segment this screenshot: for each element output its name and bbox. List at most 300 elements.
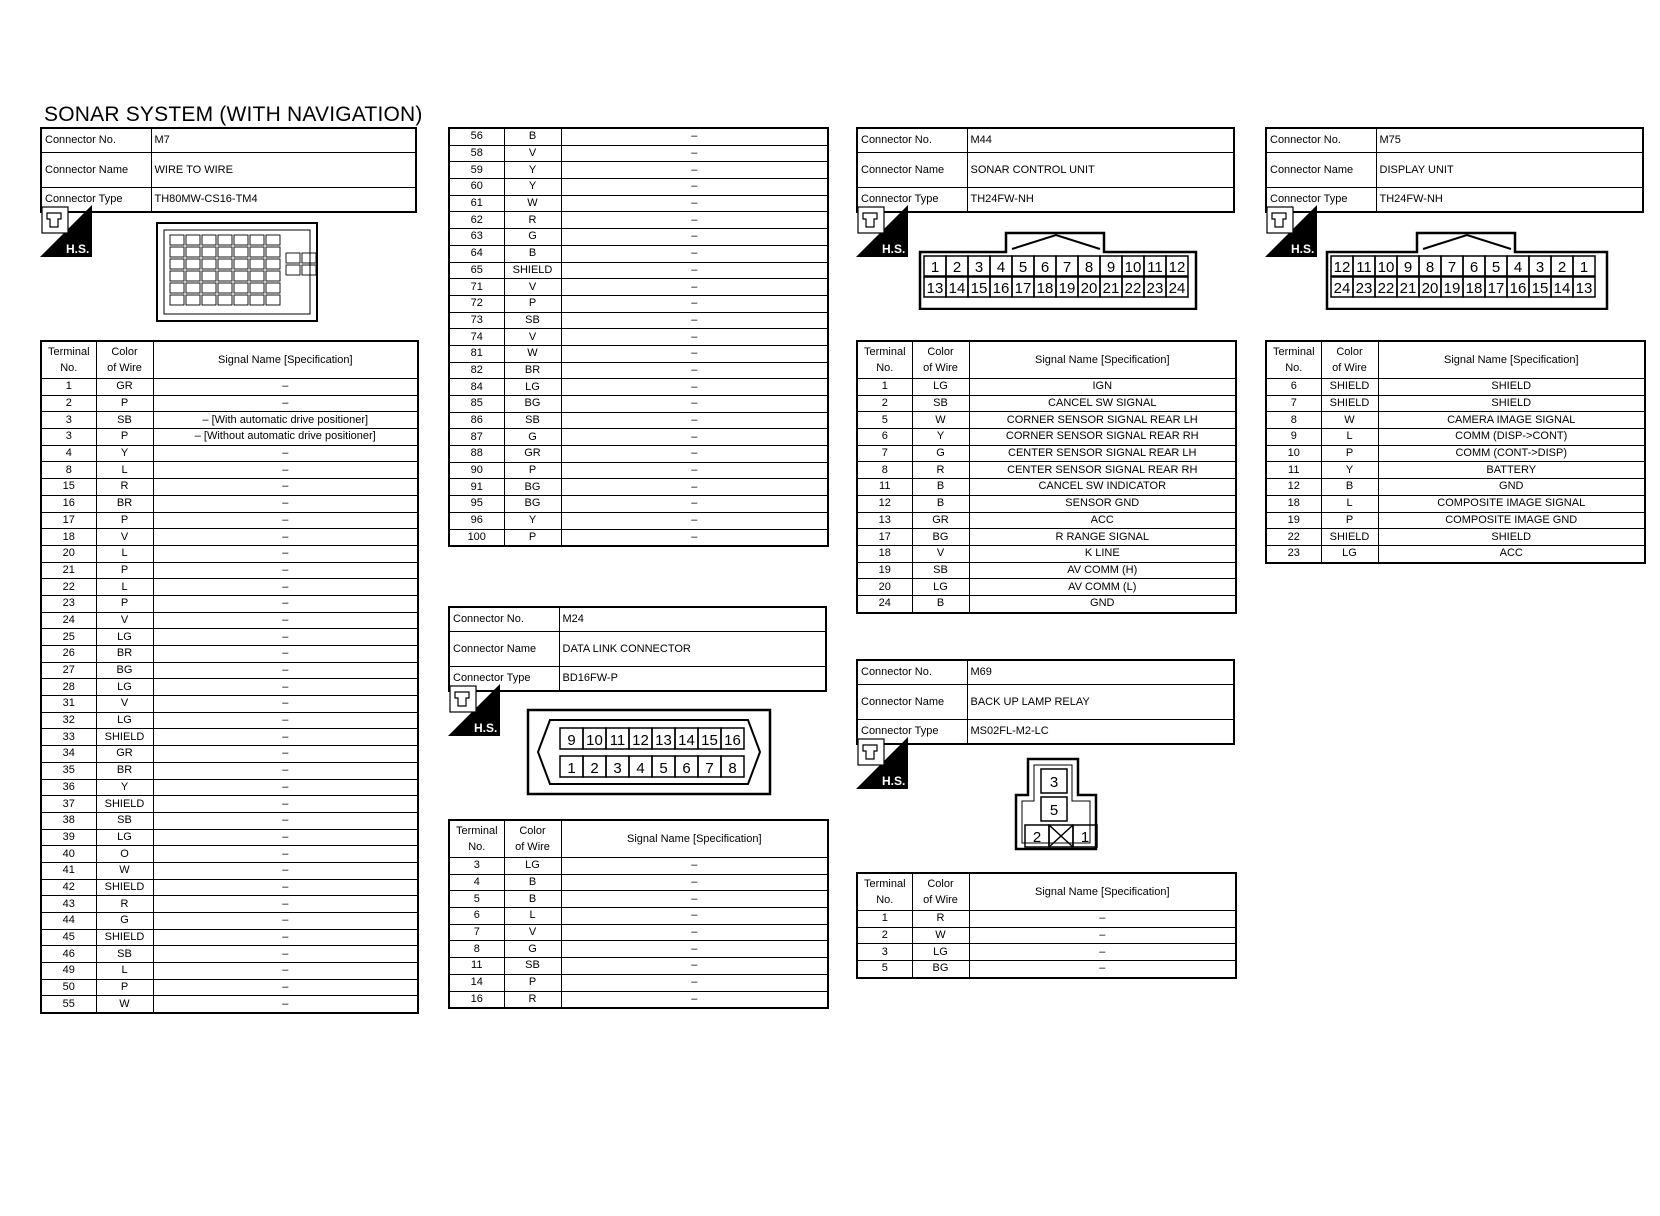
m75-pin-label: 20 bbox=[1421, 280, 1439, 297]
table-row bbox=[857, 927, 1236, 944]
wire-color: BG bbox=[96, 662, 153, 679]
m24-pin-label: 6 bbox=[682, 760, 691, 777]
connector-type-label: Connector Type bbox=[449, 667, 559, 692]
m24-pin-label: 12 bbox=[632, 732, 649, 749]
m75-pin-label: 16 bbox=[1509, 280, 1527, 297]
signal-name: – bbox=[153, 746, 418, 763]
terminal-no: 20 bbox=[41, 545, 96, 562]
m7-connector-type-value: TH80MW-CS16-TM4 bbox=[151, 188, 416, 213]
signal-name: – bbox=[561, 991, 828, 1008]
connector-type-label: Connector Type bbox=[857, 188, 967, 213]
terminal-no: 2 bbox=[857, 395, 912, 412]
m75-pin-label: 19 bbox=[1443, 280, 1461, 297]
terminal-no: 11 bbox=[857, 479, 912, 496]
m75-pin-label: 6 bbox=[1469, 259, 1479, 276]
m75-connector-no-value: M75 bbox=[1376, 128, 1643, 153]
wire-color: W bbox=[504, 195, 561, 212]
wire-color: SHIELD bbox=[96, 796, 153, 813]
table-row bbox=[1266, 479, 1645, 496]
wire-color: V bbox=[96, 529, 153, 546]
table-row bbox=[449, 362, 828, 379]
m7-table bbox=[40, 340, 417, 1014]
table-row bbox=[857, 379, 1236, 396]
terminal-no: 84 bbox=[449, 379, 504, 396]
m75-pin-label: 4 bbox=[1513, 259, 1523, 276]
connector-name-label: Connector Name bbox=[857, 153, 967, 188]
table-row bbox=[857, 395, 1236, 412]
m44-pin-label: 5 bbox=[1018, 259, 1028, 276]
table-row bbox=[41, 379, 418, 396]
table-row bbox=[449, 974, 828, 991]
wire-color: SHIELD bbox=[96, 879, 153, 896]
m75-pin-label: 21 bbox=[1399, 280, 1417, 297]
table-row bbox=[857, 961, 1236, 978]
wire-color: BG bbox=[504, 496, 561, 513]
signal-name: – bbox=[561, 396, 828, 413]
terminal-no: 8 bbox=[1266, 412, 1321, 429]
m75-table bbox=[1265, 340, 1644, 564]
wire-color: BG bbox=[912, 961, 969, 978]
terminal-no: 27 bbox=[41, 662, 96, 679]
wire-color: SB bbox=[912, 395, 969, 412]
table-row bbox=[41, 679, 418, 696]
wire-color: B bbox=[912, 495, 969, 512]
page-title: SONAR SYSTEM (WITH NAVIGATION) bbox=[44, 103, 423, 126]
table-row bbox=[41, 512, 418, 529]
terminal-no: 49 bbox=[41, 963, 96, 980]
signal-name: – bbox=[561, 362, 828, 379]
wire-color: SB bbox=[504, 412, 561, 429]
signal-name: – bbox=[969, 927, 1236, 944]
wire-color: LG bbox=[1321, 545, 1378, 562]
m75-pin-label: 12 bbox=[1333, 259, 1351, 276]
terminal-no: 82 bbox=[449, 362, 504, 379]
signal-name: – bbox=[561, 446, 828, 463]
table-row bbox=[41, 612, 418, 629]
connector-no-label: Connector No. bbox=[41, 128, 151, 153]
signal-name: – bbox=[153, 495, 418, 512]
m44-pin-label: 8 bbox=[1084, 259, 1094, 276]
table-row bbox=[857, 595, 1236, 612]
signal-name: – bbox=[153, 562, 418, 579]
m7-connector-face-diagram bbox=[40, 205, 420, 325]
signal-name: – bbox=[561, 345, 828, 362]
m24-pin-label: 10 bbox=[586, 732, 603, 749]
m24-pin-label: 4 bbox=[636, 760, 645, 777]
table-row bbox=[449, 496, 828, 513]
table-row bbox=[857, 545, 1236, 562]
signal-name: CANCEL SW INDICATOR bbox=[969, 479, 1236, 496]
signal-name: – bbox=[153, 679, 418, 696]
terminal-no: 5 bbox=[857, 412, 912, 429]
terminal-no: 64 bbox=[449, 245, 504, 262]
wire-color: L bbox=[96, 462, 153, 479]
signal-name: SENSOR GND bbox=[969, 495, 1236, 512]
m44-pin-label: 20 bbox=[1080, 280, 1098, 297]
wire-color: G bbox=[912, 445, 969, 462]
terminal-no: 58 bbox=[449, 145, 504, 162]
terminal-no: 3 bbox=[41, 412, 96, 429]
signal-name: – bbox=[153, 712, 418, 729]
terminal-no: 14 bbox=[449, 974, 504, 991]
hs-icon-m75 bbox=[1265, 205, 1317, 257]
terminal-no: 9 bbox=[1266, 429, 1321, 446]
terminal-no: 26 bbox=[41, 646, 96, 663]
m24-pin-label: 11 bbox=[609, 732, 626, 749]
m44-pin-label: 2 bbox=[952, 259, 962, 276]
wire-color: Y bbox=[912, 429, 969, 446]
wire-color: P bbox=[504, 529, 561, 546]
m75-pin-label: 10 bbox=[1377, 259, 1395, 276]
wire-color: W bbox=[96, 996, 153, 1013]
wire-color: P bbox=[96, 979, 153, 996]
terminal-no: 74 bbox=[449, 329, 504, 346]
terminal-no: 23 bbox=[1266, 545, 1321, 562]
signal-name: CANCEL SW SIGNAL bbox=[969, 395, 1236, 412]
signal-name: COMM (CONT->DISP) bbox=[1378, 445, 1645, 462]
m24-pin-label: 15 bbox=[701, 732, 718, 749]
table-row bbox=[449, 128, 828, 145]
table-row bbox=[857, 911, 1236, 928]
terminal-no: 16 bbox=[449, 991, 504, 1008]
m75-pin-label: 15 bbox=[1531, 280, 1549, 297]
connector-no-label: Connector No. bbox=[449, 607, 559, 632]
m69-pin-2: 2 bbox=[1032, 829, 1042, 846]
m24-pin-label: 9 bbox=[567, 732, 576, 749]
m24-info bbox=[448, 606, 827, 692]
table-row bbox=[857, 479, 1236, 496]
wire-color: B bbox=[504, 245, 561, 262]
signal-name: IGN bbox=[969, 379, 1236, 396]
terminal-no: 50 bbox=[41, 979, 96, 996]
terminal-no: 2 bbox=[857, 927, 912, 944]
wire-color: V bbox=[504, 329, 561, 346]
signal-name: – bbox=[153, 629, 418, 646]
signal-name: – bbox=[561, 958, 828, 975]
terminal-no: 90 bbox=[449, 462, 504, 479]
signal-name: – bbox=[153, 896, 418, 913]
signal-name: – bbox=[969, 911, 1236, 928]
m69-connector-face-diagram bbox=[856, 737, 1235, 852]
table-row bbox=[449, 479, 828, 496]
wire-color: L bbox=[96, 545, 153, 562]
m44-connector-name-value: SONAR CONTROL UNIT bbox=[967, 153, 1234, 188]
table-row bbox=[449, 874, 828, 891]
m24-pin-label: 2 bbox=[590, 760, 599, 777]
table-row bbox=[449, 396, 828, 413]
signal-name: – bbox=[153, 796, 418, 813]
terminal-no: 7 bbox=[1266, 395, 1321, 412]
wire-color: L bbox=[96, 963, 153, 980]
table-row bbox=[1266, 395, 1645, 412]
wire-color: W bbox=[912, 927, 969, 944]
color-of-wire-header: Color of Wire bbox=[912, 341, 969, 379]
signal-name: COMPOSITE IMAGE GND bbox=[1378, 512, 1645, 529]
terminal-no: 45 bbox=[41, 929, 96, 946]
terminal-no: 5 bbox=[857, 961, 912, 978]
table-row bbox=[857, 429, 1236, 446]
m24-pin-label: 3 bbox=[613, 760, 622, 777]
m44-pin-label: 19 bbox=[1058, 280, 1076, 297]
table-row bbox=[449, 462, 828, 479]
terminal-no: 62 bbox=[449, 212, 504, 229]
terminal-no: 4 bbox=[41, 445, 96, 462]
terminal-no-header: Terminal No. bbox=[449, 820, 504, 858]
wire-color: Y bbox=[96, 779, 153, 796]
wire-color: SB bbox=[96, 946, 153, 963]
m75-pin-label: 24 bbox=[1333, 280, 1351, 297]
wire-color: LG bbox=[504, 858, 561, 875]
signal-name: – bbox=[561, 229, 828, 246]
m69-info bbox=[856, 659, 1235, 745]
connector-no-label: Connector No. bbox=[857, 128, 967, 153]
table-row bbox=[41, 829, 418, 846]
terminal-no: 36 bbox=[41, 779, 96, 796]
signal-name-header: Signal Name [Specification] bbox=[969, 873, 1236, 911]
signal-name: – bbox=[153, 696, 418, 713]
signal-name: – bbox=[561, 924, 828, 941]
m24-table bbox=[448, 819, 827, 1009]
table-row bbox=[449, 908, 828, 925]
m75-pin-label: 13 bbox=[1575, 280, 1593, 297]
wire-color: V bbox=[96, 612, 153, 629]
terminal-no: 18 bbox=[857, 545, 912, 562]
wire-color: LG bbox=[96, 829, 153, 846]
signal-name: – bbox=[561, 162, 828, 179]
signal-name-header: Signal Name [Specification] bbox=[153, 341, 418, 379]
connector-no-label: Connector No. bbox=[857, 660, 967, 685]
terminal-no: 18 bbox=[1266, 495, 1321, 512]
m44-pin-label: 14 bbox=[948, 280, 966, 297]
wire-color: P bbox=[504, 974, 561, 991]
wire-color: GR bbox=[96, 746, 153, 763]
signal-name: – bbox=[561, 128, 828, 145]
wire-color: W bbox=[912, 412, 969, 429]
wire-color: R bbox=[504, 991, 561, 1008]
table-row bbox=[449, 295, 828, 312]
signal-name: – bbox=[153, 479, 418, 496]
signal-name: – bbox=[561, 145, 828, 162]
table-row bbox=[449, 412, 828, 429]
signal-name: – bbox=[153, 979, 418, 996]
wire-color: SB bbox=[96, 412, 153, 429]
signal-name: – bbox=[153, 379, 418, 396]
signal-name: GND bbox=[1378, 479, 1645, 496]
wire-color: LG bbox=[96, 712, 153, 729]
m69-pin-1: 1 bbox=[1080, 829, 1090, 846]
signal-name: – bbox=[969, 944, 1236, 961]
color-of-wire-header: Color of Wire bbox=[1321, 341, 1378, 379]
table-row bbox=[857, 495, 1236, 512]
table-row bbox=[857, 529, 1236, 546]
m24-pin-label: 16 bbox=[724, 732, 741, 749]
terminal-no: 71 bbox=[449, 279, 504, 296]
wire-color: P bbox=[96, 395, 153, 412]
m44-info bbox=[856, 127, 1235, 213]
signal-name: – bbox=[561, 479, 828, 496]
m75-connector-face-diagram bbox=[1265, 205, 1644, 310]
terminal-no: 35 bbox=[41, 762, 96, 779]
signal-name: – bbox=[561, 941, 828, 958]
terminal-no: 5 bbox=[449, 891, 504, 908]
m24-connector-face-diagram bbox=[448, 684, 827, 799]
wire-color: R bbox=[96, 479, 153, 496]
table-row bbox=[449, 924, 828, 941]
signal-name: – bbox=[561, 245, 828, 262]
table-row bbox=[449, 312, 828, 329]
m44-pin-label: 10 bbox=[1124, 259, 1142, 276]
wire-color: LG bbox=[96, 679, 153, 696]
terminal-no: 8 bbox=[857, 462, 912, 479]
table-row bbox=[449, 958, 828, 975]
table-row bbox=[857, 462, 1236, 479]
wire-color: BR bbox=[96, 762, 153, 779]
terminal-no-header: Terminal No. bbox=[41, 341, 96, 379]
table-row bbox=[1266, 495, 1645, 512]
table-row bbox=[449, 195, 828, 212]
signal-name: – bbox=[561, 262, 828, 279]
wire-color: GR bbox=[96, 379, 153, 396]
m44-pin-label: 6 bbox=[1040, 259, 1050, 276]
terminal-no: 91 bbox=[449, 479, 504, 496]
signal-name: – bbox=[153, 445, 418, 462]
terminal-no: 22 bbox=[1266, 529, 1321, 546]
m75-pin-label: 17 bbox=[1487, 280, 1505, 297]
terminal-no: 1 bbox=[857, 379, 912, 396]
wire-color: SHIELD bbox=[96, 729, 153, 746]
m75-pin-label: 5 bbox=[1491, 259, 1501, 276]
table-row bbox=[449, 212, 828, 229]
m69-connector-no-value: M69 bbox=[967, 660, 1234, 685]
table-row bbox=[41, 963, 418, 980]
wire-color: LG bbox=[96, 629, 153, 646]
wire-color: B bbox=[504, 128, 561, 145]
table-row bbox=[41, 779, 418, 796]
wire-color: BG bbox=[504, 479, 561, 496]
wire-color: P bbox=[1321, 512, 1378, 529]
terminal-no: 96 bbox=[449, 512, 504, 529]
wire-color: BG bbox=[912, 529, 969, 546]
table-row bbox=[41, 545, 418, 562]
table-row bbox=[1266, 512, 1645, 529]
wire-color: LG bbox=[912, 379, 969, 396]
connector-name-label: Connector Name bbox=[857, 685, 967, 720]
terminal-no: 22 bbox=[41, 579, 96, 596]
table-row bbox=[1266, 412, 1645, 429]
table-row bbox=[41, 879, 418, 896]
terminal-no: 2 bbox=[41, 395, 96, 412]
table-row bbox=[857, 562, 1236, 579]
signal-name: COMPOSITE IMAGE SIGNAL bbox=[1378, 495, 1645, 512]
table-row bbox=[41, 979, 418, 996]
signal-name: AV COMM (H) bbox=[969, 562, 1236, 579]
table-row bbox=[449, 529, 828, 546]
table-row bbox=[41, 929, 418, 946]
m75-pin-label: 7 bbox=[1447, 259, 1457, 276]
signal-name: AV COMM (L) bbox=[969, 579, 1236, 596]
signal-name: – bbox=[153, 595, 418, 612]
table-row bbox=[449, 262, 828, 279]
signal-name: – bbox=[153, 529, 418, 546]
table-row bbox=[41, 746, 418, 763]
signal-name: SHIELD bbox=[1378, 379, 1645, 396]
table-row bbox=[857, 512, 1236, 529]
wire-color: L bbox=[96, 579, 153, 596]
table-row bbox=[41, 579, 418, 596]
terminal-no: 11 bbox=[1266, 462, 1321, 479]
svg-text:H.S.: H.S. bbox=[882, 774, 906, 788]
signal-name: – bbox=[969, 961, 1236, 978]
terminal-no: 95 bbox=[449, 496, 504, 513]
wire-color: SHIELD bbox=[1321, 529, 1378, 546]
m24-connector-no-value: M24 bbox=[559, 607, 826, 632]
signal-name: – bbox=[153, 846, 418, 863]
svg-text:H.S.: H.S. bbox=[474, 721, 498, 735]
signal-name: – bbox=[561, 412, 828, 429]
terminal-no: 12 bbox=[1266, 479, 1321, 496]
m75-pin-label: 3 bbox=[1535, 259, 1545, 276]
signal-name: – bbox=[561, 379, 828, 396]
table-row bbox=[1266, 379, 1645, 396]
wire-color: V bbox=[504, 924, 561, 941]
wire-color: L bbox=[504, 908, 561, 925]
wire-color: B bbox=[504, 874, 561, 891]
terminal-no-header: Terminal No. bbox=[857, 873, 912, 911]
table-row bbox=[449, 345, 828, 362]
m44-pin-label: 1 bbox=[930, 259, 940, 276]
m75-pin-label: 2 bbox=[1557, 259, 1567, 276]
m75-pin-label: 18 bbox=[1465, 280, 1483, 297]
terminal-no: 43 bbox=[41, 896, 96, 913]
terminal-no: 65 bbox=[449, 262, 504, 279]
terminal-no: 63 bbox=[449, 229, 504, 246]
terminal-no: 24 bbox=[857, 595, 912, 612]
color-of-wire-header: Color of Wire bbox=[504, 820, 561, 858]
table-row bbox=[1266, 429, 1645, 446]
table-row bbox=[41, 712, 418, 729]
wire-color: B bbox=[1321, 479, 1378, 496]
terminal-no-header: Terminal No. bbox=[857, 341, 912, 379]
signal-name: – bbox=[153, 729, 418, 746]
m24-pin-label: 5 bbox=[659, 760, 668, 777]
terminal-no: 61 bbox=[449, 195, 504, 212]
terminal-no: 60 bbox=[449, 179, 504, 196]
wire-color: P bbox=[96, 562, 153, 579]
signal-name: CORNER SENSOR SIGNAL REAR LH bbox=[969, 412, 1236, 429]
terminal-no: 56 bbox=[449, 128, 504, 145]
table-row bbox=[1266, 462, 1645, 479]
wire-color: B bbox=[912, 595, 969, 612]
signal-name: – bbox=[153, 646, 418, 663]
connector-name-label: Connector Name bbox=[449, 632, 559, 667]
table-row bbox=[449, 858, 828, 875]
terminal-no: 17 bbox=[41, 512, 96, 529]
terminal-no: 6 bbox=[1266, 379, 1321, 396]
wire-color: G bbox=[504, 229, 561, 246]
signal-name: – bbox=[561, 529, 828, 546]
terminal-no: 6 bbox=[449, 908, 504, 925]
terminal-no: 1 bbox=[41, 379, 96, 396]
terminal-no: 81 bbox=[449, 345, 504, 362]
signal-name: – bbox=[153, 762, 418, 779]
m7-continued-table bbox=[448, 127, 827, 547]
m44-pin-label: 13 bbox=[926, 280, 944, 297]
table-row bbox=[41, 462, 418, 479]
signal-name: – bbox=[561, 295, 828, 312]
table-row bbox=[449, 991, 828, 1008]
m44-pin-label: 4 bbox=[996, 259, 1006, 276]
terminal-no: 7 bbox=[857, 445, 912, 462]
